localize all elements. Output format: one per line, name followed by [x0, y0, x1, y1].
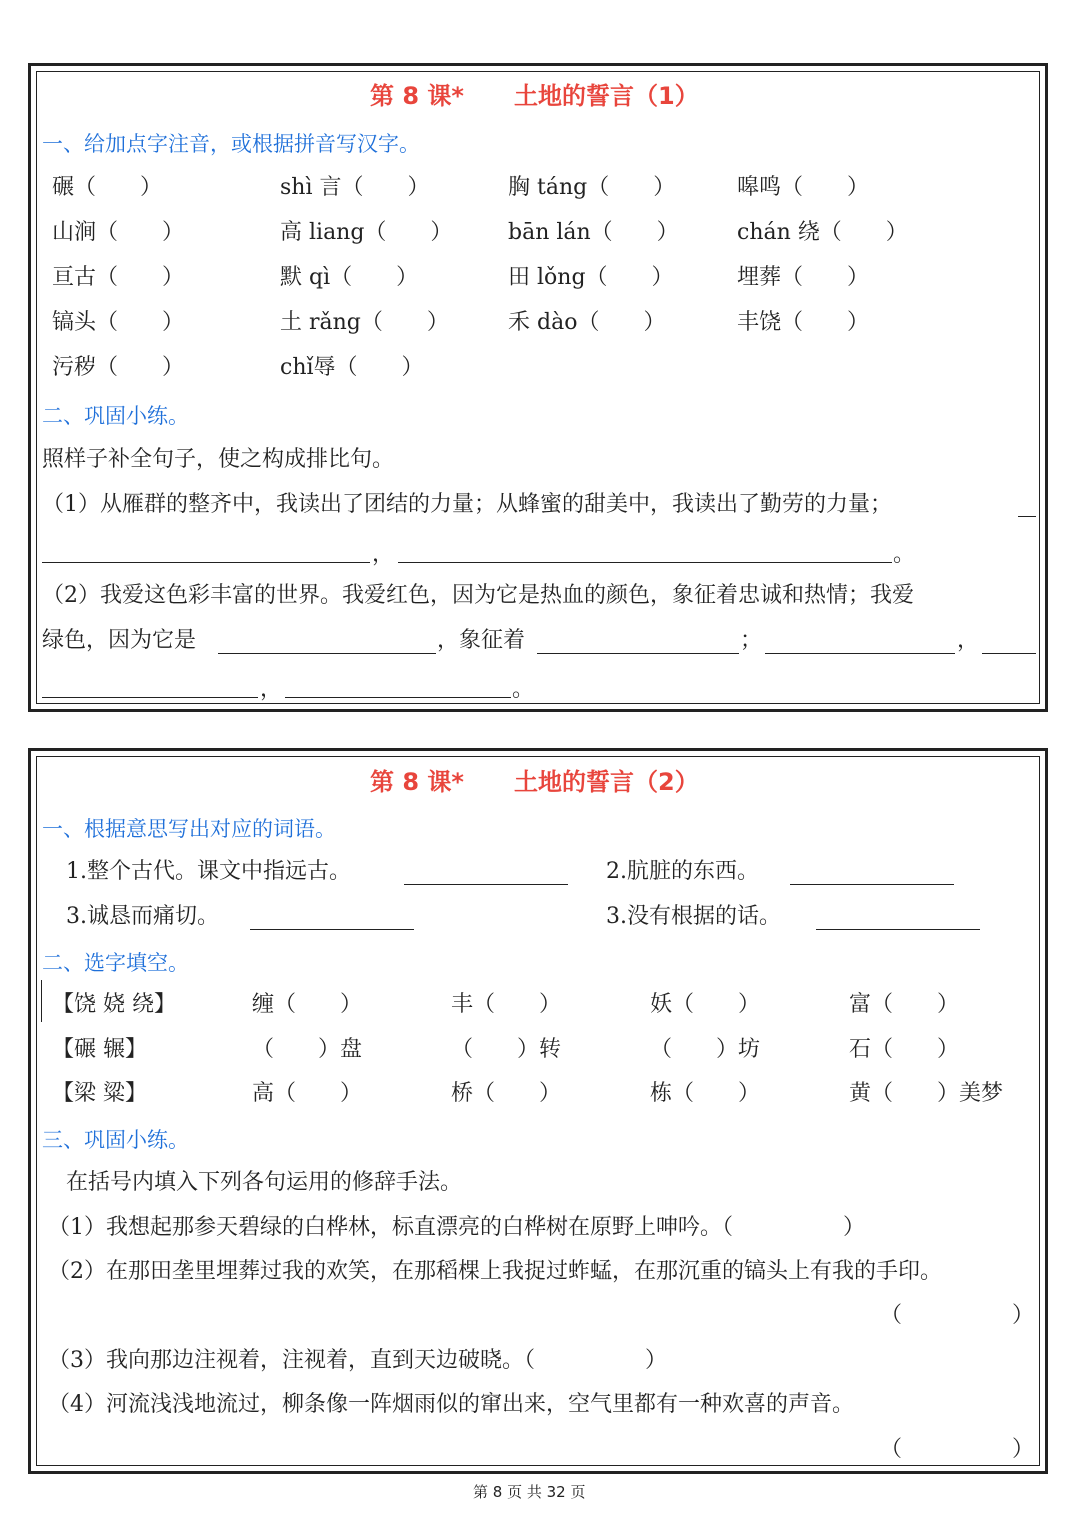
comma: ，: [957, 628, 980, 653]
question-2-cont: 绿色，因为它是: [42, 628, 197, 653]
pinyin-item: 土 rǎng（ ）: [280, 310, 449, 335]
answer-line[interactable]: [537, 653, 739, 654]
pinyin-item: 镐头（ ）: [52, 310, 185, 335]
lesson-title-number-1: 第 8 课*: [370, 82, 464, 110]
rhetoric-question: （2）在那田垄里埋葬过我的欢笑，在那稻棵上我捉过蚱蜢，在那沉重的镐头上有我的手印。: [48, 1259, 943, 1284]
meaning-item: 2.肮脏的东西。: [606, 859, 759, 884]
choice-item: 缠（ ）: [252, 992, 363, 1017]
pinyin-item: bān lán（ ）: [508, 220, 679, 245]
choice-group-label: 【梁 粱】: [52, 1081, 147, 1106]
lesson-title-name-1: 土地的誓言（1）: [514, 82, 699, 110]
question-2-cont: ，象征着: [437, 628, 526, 653]
pinyin-item: 山涧（ ）: [52, 220, 185, 245]
pinyin-item: 丰饶（ ）: [737, 310, 870, 335]
pinyin-item: 胸 táng（ ）: [508, 175, 676, 200]
choice-group-label: 【碾 辗】: [52, 1037, 147, 1062]
pinyin-item: shì 言（ ）: [280, 175, 430, 200]
pinyin-item: 禾 dào（ ）: [508, 310, 666, 335]
pinyin-item: 田 lǒng（ ）: [508, 265, 674, 290]
section1-heading-1: 一、给加点字注音，或根据拼音写汉字。: [42, 132, 420, 156]
choice-item: 丰（ ）: [451, 992, 562, 1017]
meaning-item: 1.整个古代。课文中指远古。: [66, 859, 351, 884]
pinyin-item: 亘古（ ）: [52, 265, 185, 290]
pinyin-item: 埋葬（ ）: [737, 265, 870, 290]
choice-item: 高（ ）: [252, 1081, 363, 1106]
section2-heading-3: 三、巩固小练。: [42, 1128, 189, 1152]
period: 。: [512, 677, 535, 702]
rhetoric-question: （4）河流浅浅地流过，柳条像一阵烟雨似的窜出来，空气里都有一种欢喜的声音。: [48, 1392, 854, 1417]
margin-bar: [41, 980, 42, 1022]
answer-line[interactable]: [982, 653, 1036, 654]
comma: ，: [372, 542, 395, 567]
choice-item: 黄（ ）美梦: [849, 1081, 1004, 1106]
question-2: （2）我爱这色彩丰富的世界。我爱红色，因为它是热血的颜色，象征着忠诚和热情；我爱: [42, 583, 915, 608]
answer-line[interactable]: [218, 653, 436, 654]
choice-item: 富（ ）: [849, 992, 960, 1017]
meaning-item: 3.没有根据的话。: [606, 904, 781, 929]
pinyin-item: 污秽（ ）: [52, 355, 185, 380]
pinyin-item: chán 绕（ ）: [737, 220, 908, 245]
instruction-2: 在括号内填入下列各句运用的修辞手法。: [66, 1170, 463, 1195]
lesson-title-number-2: 第 8 课*: [370, 768, 464, 796]
answer-paren[interactable]: （ ）: [880, 1437, 1035, 1462]
answer-line[interactable]: [404, 884, 568, 885]
choice-item: 桥（ ）: [451, 1081, 562, 1106]
answer-line[interactable]: [285, 697, 511, 698]
rhetoric-question: （3）我向那边注视着，注视着，直到天边破晓。（ ）: [48, 1348, 667, 1373]
section2-heading-1: 一、根据意思写出对应的词语。: [42, 817, 336, 841]
choice-item: （ ）盘: [252, 1037, 363, 1062]
choice-item: （ ）坊: [650, 1037, 761, 1062]
period: 。: [893, 542, 916, 567]
choice-item: （ ）转: [451, 1037, 562, 1062]
answer-line[interactable]: [1018, 516, 1036, 517]
semicolon: ；: [740, 628, 763, 653]
pinyin-item: 碾（ ）: [52, 175, 163, 200]
pinyin-item: 高 liang（ ）: [280, 220, 453, 245]
answer-line[interactable]: [398, 562, 892, 563]
choice-item: 石（ ）: [849, 1037, 960, 1062]
exercise-box-1: [28, 63, 1048, 712]
answer-line[interactable]: [765, 653, 955, 654]
section2-heading-2: 二、选字填空。: [42, 951, 189, 975]
pinyin-item: 嗥鸣（ ）: [737, 175, 870, 200]
choice-group-label: 【饶 娆 绕】: [52, 992, 176, 1017]
comma: ，: [260, 677, 283, 702]
instruction-1: 照样子补全句子，使之构成排比句。: [42, 447, 395, 472]
answer-line[interactable]: [42, 562, 370, 563]
meaning-item: 3.诚恳而痛切。: [66, 904, 219, 929]
page-footer: 第 8 页 共 32 页: [473, 1483, 586, 1501]
answer-line[interactable]: [790, 884, 954, 885]
answer-line[interactable]: [816, 929, 980, 930]
choice-item: 栋（ ）: [650, 1081, 761, 1106]
choice-item: 妖（ ）: [650, 992, 761, 1017]
answer-line[interactable]: [42, 697, 258, 698]
pinyin-item: chǐ辱（ ）: [280, 355, 424, 380]
question-1: （1）从雁群的整齐中，我读出了团结的力量；从蜂蜜的甜美中，我读出了勤劳的力量；: [42, 492, 892, 517]
lesson-title-name-2: 土地的誓言（2）: [514, 768, 699, 796]
answer-paren[interactable]: （ ）: [880, 1303, 1035, 1328]
section1-heading-2: 二、巩固小练。: [42, 404, 189, 428]
pinyin-item: 默 qì（ ）: [280, 265, 419, 290]
rhetoric-question: （1）我想起那参天碧绿的白桦林，标直漂亮的白桦树在原野上呻吟。（ ）: [48, 1215, 865, 1240]
answer-line[interactable]: [250, 929, 414, 930]
